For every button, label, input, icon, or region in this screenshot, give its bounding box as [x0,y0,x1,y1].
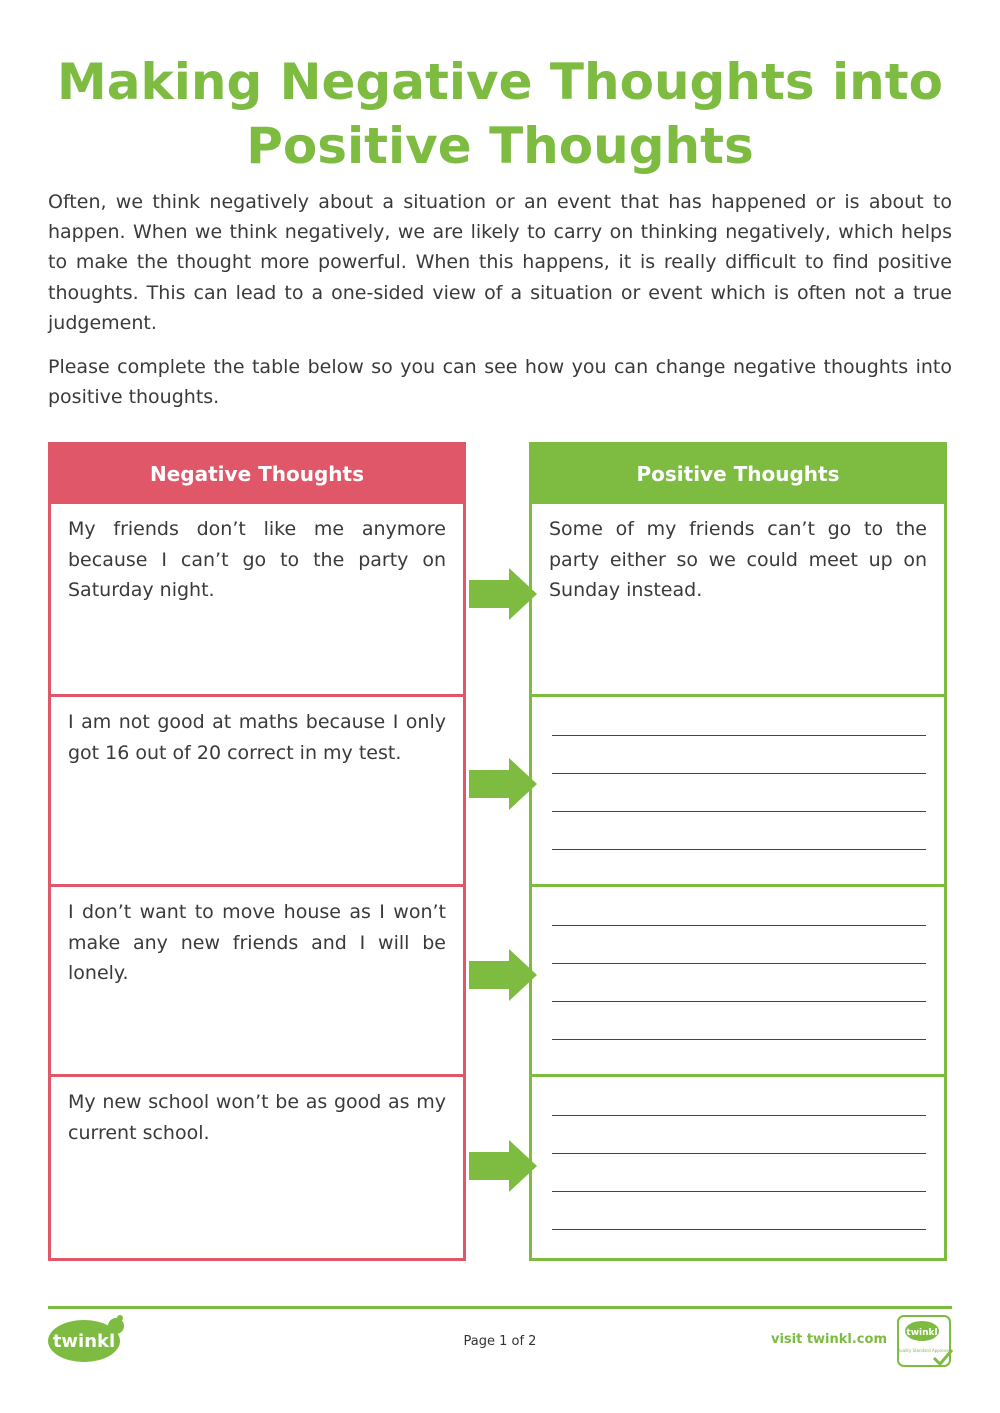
twinkl-logo [46,1314,128,1366]
writing-line [552,963,926,964]
badge-text: twinkl [906,1328,938,1338]
positive-thought-writing-area[interactable] [532,1074,944,1264]
negative-thought-cell: My new school won’t be as good as my current school. [51,1074,463,1264]
intro-paragraph: Often, we think negatively about a situation or an event that has happened or is about to happen. When we think negatively, we are likely to carry on thinking negatively, which helps to make the thought more powerful. When this happens, it is really difficult to find positive thoughts. This can lead to a one-sided view of a situation or event which is often not a true judgement. [48,191,952,334]
instructions-paragraph: Please complete the table below so you can see how you can change negative thoughts into positive thoughts. [48,356,952,409]
page-title [40,50,960,178]
title-line-1: Making Negative Thoughts into [56,53,943,111]
writing-line [552,735,926,736]
writing-line [552,849,926,850]
positive-thoughts-column [529,442,947,1261]
visit-link[interactable]: visit twinkl.com [770,1332,887,1347]
title-line-2: Positive Thoughts [246,117,754,175]
arrow-right-icon [469,949,537,1001]
writing-line [552,925,926,926]
negative-thoughts-column [48,442,466,1261]
negative-thoughts-header: Negative Thoughts [51,445,463,504]
writing-line [552,1039,926,1040]
negative-thought-cell: I don’t want to move house as I won’t make any new friends and I will be lonely. [51,884,463,1074]
page-number: Page 1 of 2 [463,1334,537,1349]
writing-line [552,811,926,812]
positive-thought-writing-area[interactable] [532,884,944,1074]
positive-thoughts-header: Positive Thoughts [532,445,944,504]
writing-line [552,1229,926,1230]
positive-thought-cell: Some of my friends can’t go to the party either so we could meet up on Sunday instead. [549,518,927,601]
arrow-right-icon [469,758,537,810]
writing-line [552,1191,926,1192]
quality-badge-icon [896,1314,954,1370]
logo-text: twinkl [52,1331,116,1352]
positive-thought-writing-area[interactable] [532,694,944,884]
writing-line [552,773,926,774]
arrow-right-icon [469,1140,537,1192]
writing-line [552,1001,926,1002]
footer-divider [48,1306,952,1309]
writing-line [552,1153,926,1154]
arrow-right-icon [469,568,537,620]
negative-thought-cell: My friends don’t like me anymore because I can’t go to the party on Saturday night. [68,518,446,601]
negative-thought-cell: I am not good at maths because I only got 16 out of 20 correct in my test. [51,694,463,884]
writing-line [552,1115,926,1116]
badge-caption: Quality Standard Approved [896,1348,952,1353]
